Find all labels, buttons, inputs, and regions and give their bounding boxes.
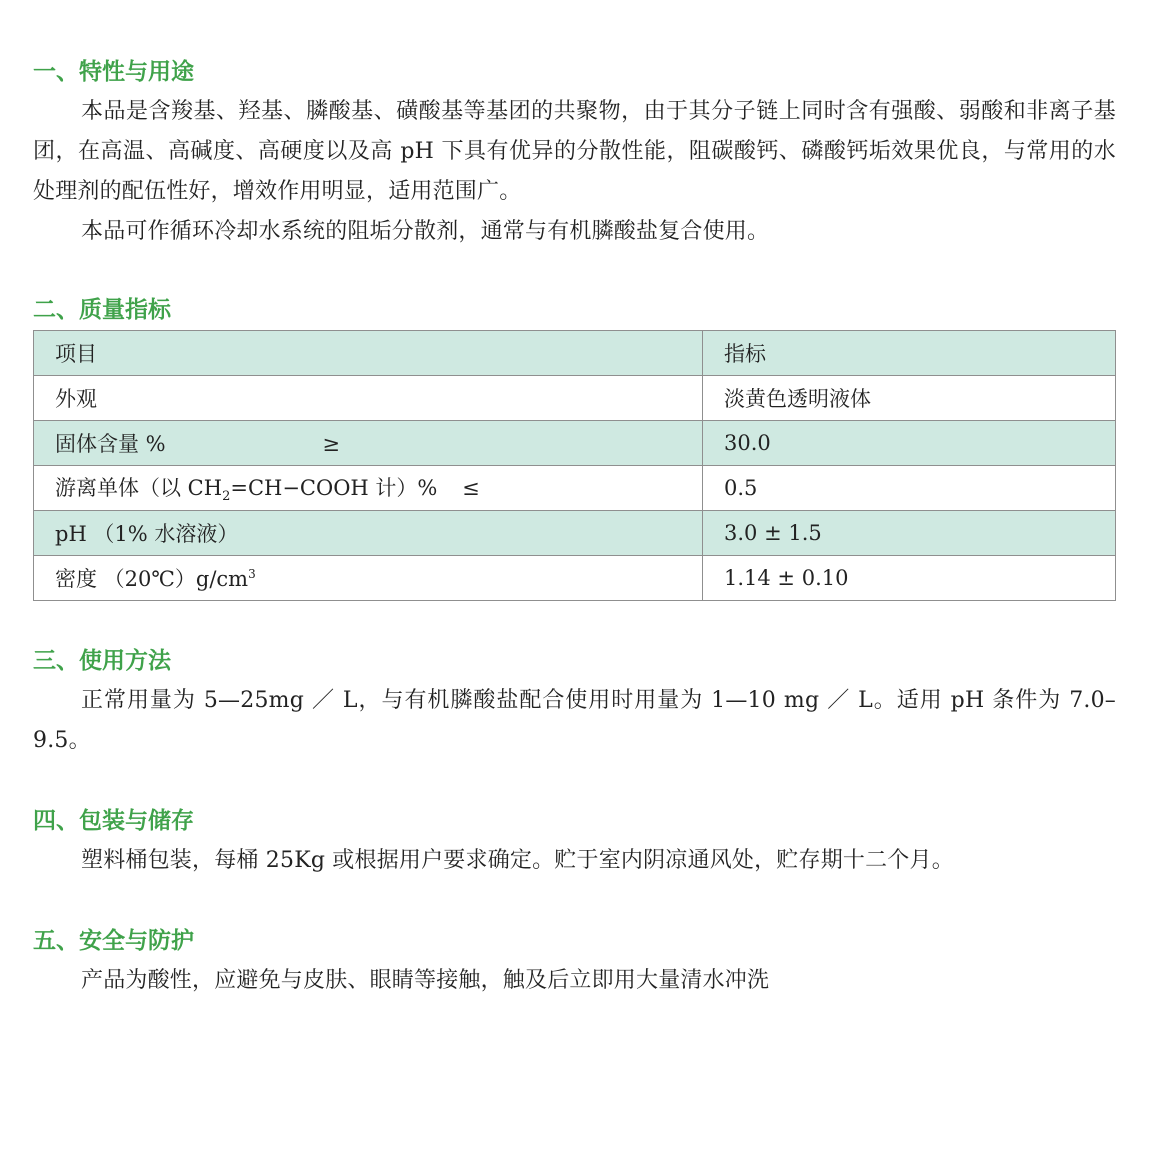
row-item-free-monomer	[34, 466, 703, 511]
table-row	[34, 556, 1116, 601]
quality-spec-table	[33, 330, 1116, 601]
comparison-symbol: ≥	[322, 432, 340, 456]
table-row	[34, 421, 1116, 466]
item-label-prefix: 密度 （20℃）g/cm	[55, 567, 249, 591]
document-page	[33, 52, 1116, 1001]
row-item-appearance	[34, 376, 703, 421]
safety-paragraph: 产品为酸性，应避免与皮肤、眼睛等接触，触及后立即用大量清水冲洗	[81, 968, 770, 993]
item-label: 外观	[55, 387, 97, 411]
row-value-ph: 3.0 ± 1.5	[703, 511, 1116, 556]
row-value-density: 1.14 ± 0.10	[703, 556, 1116, 601]
section-heading-usage: 三、使用方法	[33, 647, 171, 674]
header-item: 项目	[34, 331, 703, 376]
row-value-solid-content: 30.0	[703, 421, 1116, 466]
row-item-solid-content	[34, 421, 703, 466]
subscript: 2	[222, 489, 231, 505]
usage-paragraph: 正常用量为 5—25mg ／ L，与有机膦酸盐配合使用时用量为 1—10 mg ／ L。适用 pH 条件为 7.0–9.5。	[33, 688, 1116, 753]
row-item-density	[34, 556, 703, 601]
section-heading-packaging: 四、包装与储存	[33, 807, 194, 834]
section-heading-properties: 一、特性与用途	[33, 58, 194, 85]
properties-paragraph-2: 本品可作循环冷却水系统的阻垢分散剂，通常与有机膦酸盐复合使用。	[81, 219, 770, 244]
row-item-ph	[34, 511, 703, 556]
superscript: 3	[248, 567, 256, 581]
section-heading-quality: 二、质量指标	[33, 296, 171, 323]
table-row	[34, 511, 1116, 556]
packaging-paragraph: 塑料桶包装，每桶 25Kg 或根据用户要求确定。贮于室内阴凉通风处，贮存期十二个月。	[81, 848, 954, 873]
table-row	[34, 466, 1116, 511]
comparison-symbol: ≤	[462, 475, 480, 500]
item-label: 固体含量 %	[55, 432, 166, 456]
section-heading-safety: 五、安全与防护	[33, 927, 194, 954]
item-label-suffix: =CH−COOH 计）%	[230, 475, 438, 500]
item-label-prefix: 游离单体（以 CH	[55, 475, 223, 500]
row-value-free-monomer: 0.5	[703, 466, 1116, 511]
row-value-appearance: 淡黄色透明液体	[703, 376, 1116, 421]
header-spec: 指标	[703, 331, 1116, 376]
properties-paragraph-1: 本品是含羧基、羟基、膦酸基、磺酸基等基团的共聚物，由于其分子链上同时含有强酸、弱酸和非离子基团，在高温、高碱度、高硬度以及高 pH 下具有优异的分散性能，阻碳酸钙、磷酸钙垢效果优良，与常用的水处理剂的配伍性好，增效作用明显，适用范围广。	[33, 99, 1116, 204]
table-header-row	[34, 331, 1116, 376]
item-label: pH （1% 水溶液）	[55, 522, 239, 546]
table-row	[34, 376, 1116, 421]
